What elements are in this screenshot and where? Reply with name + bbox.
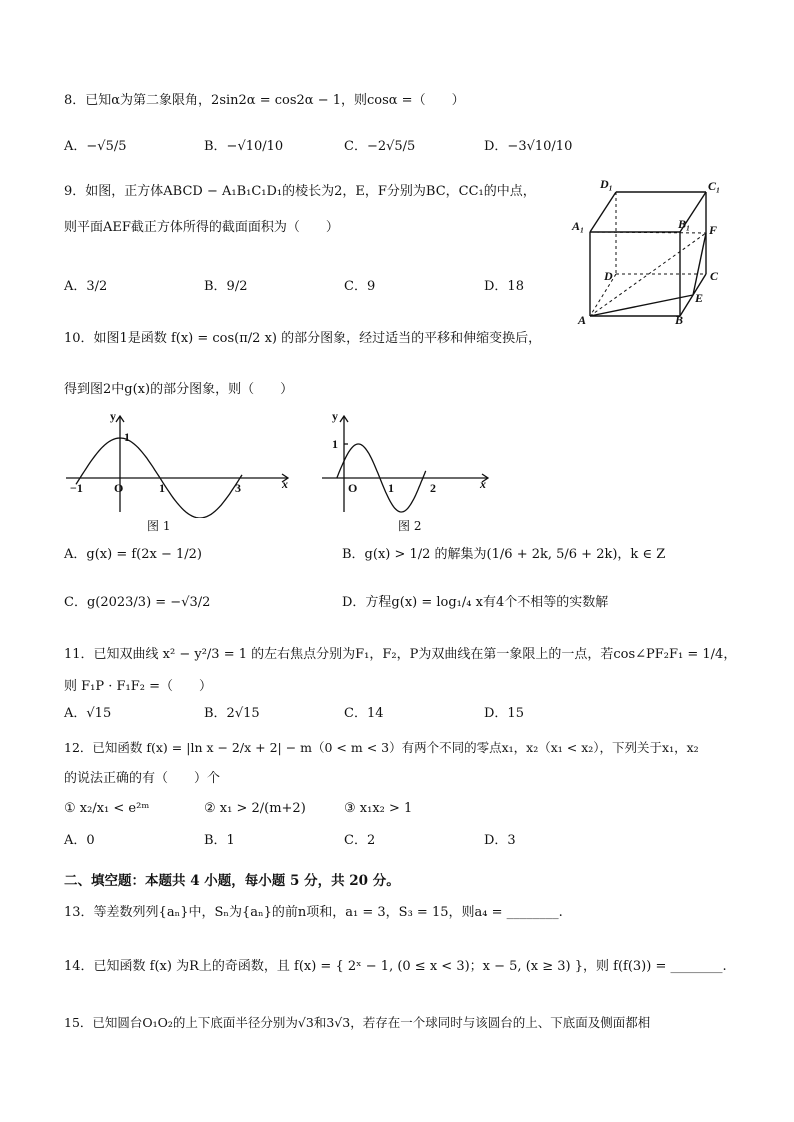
q9-stem-line1: 9．如图，正方体ABCD − A₁B₁C₁D₁的棱长为2，E，F分别为BC，CC₁的中点，	[64, 184, 536, 199]
q8-option-d: D．−3√10/10	[484, 139, 573, 154]
q12-stem-line1: 12．已知函数 f(x) = |ln x − 2/x + 2| − m（0 < m < 3）有两个不同的零点x₁，x₂（x₁ < x₂），下列关于x₁，x₂	[64, 740, 699, 755]
q8-option-b: B．−√10/10	[204, 139, 284, 154]
q10-option-d: D．方程g(x) = log₁/₄ x有4个不相等的实数解	[342, 595, 609, 610]
q15-stem: 15．已知圆台O₁O₂的上下底面半径分别为√3和3√3，若存在一个球同时与该圆台的上、下底面及侧面都相	[64, 1015, 651, 1030]
q11-option-a: A．√15	[64, 706, 112, 721]
cube-label-c: C	[710, 269, 719, 283]
q12-option-b: B．1	[204, 833, 235, 848]
q9-stem-line2: 则平面AEF截正方体所得的截面面积为（ ）	[64, 220, 339, 235]
q10-option-a: A．g(x) = f(2x − 1/2)	[64, 547, 202, 562]
fig2-tick-1: 1	[388, 481, 394, 495]
fig1-x-label: x	[282, 477, 288, 491]
cube-label-f: F	[709, 223, 718, 237]
q11-option-c: C．14	[344, 706, 384, 721]
section-2-title: 二、填空题：本题共 4 小题，每小题 5 分，共 20 分。	[64, 873, 400, 889]
figure-1-caption: 图 1	[147, 519, 171, 533]
q11-stem-line1: 11．已知双曲线 x² − y²/3 = 1 的左右焦点分别为F₁，F₂，P为双曲线在第一象限上的一点，若cos∠PF₂F₁ = 1/4，	[64, 647, 737, 662]
fig2-y-label: y	[332, 409, 338, 423]
fig2-x-label: x	[480, 477, 486, 491]
fig1-y-label: y	[110, 409, 116, 423]
q10-stem-line1: 10．如图1是函数 f(x) = cos(π/2 x) 的部分图象，经过适当的平移和伸缩变换后，	[64, 331, 542, 346]
figure-1-graph	[62, 408, 302, 518]
q8-stem: 8．已知α为第二象限角，2sin2α = cos2α − 1，则cosα =（ ）	[64, 93, 465, 108]
figure-2-caption: 图 2	[398, 519, 422, 533]
cube-label-a1: A₁	[572, 219, 585, 233]
cube-label-e: E	[695, 291, 704, 305]
fig1-tick-y1: 1	[124, 430, 130, 444]
q12-option-a: A．0	[64, 833, 95, 848]
q10-option-b: B．g(x) > 1/2 的解集为(1/6 + 2k, 5/6 + 2k)，k ∈ Z	[342, 547, 666, 562]
q9-option-b: B．9/2	[204, 279, 248, 294]
q14-stem: 14．已知函数 f(x) 为R上的奇函数，且 f(x) = { 2ˣ − 1, (0 ≤ x < 3)；x − 5, (x ≥ 3) }，则 f(f(3)) = ________.	[64, 959, 727, 974]
cube-label-c1: C₁	[708, 179, 721, 193]
cube-label-d1: D₁	[600, 177, 613, 191]
cube-label-b: B	[675, 313, 684, 326]
fig1-tick-neg1: −1	[70, 481, 83, 495]
cube-label-b1: B₁	[678, 217, 691, 231]
q11-option-d: D．15	[484, 706, 524, 721]
cube-figure	[570, 176, 730, 326]
q12-option-d: D．3	[484, 833, 516, 848]
fig2-tick-2: 2	[430, 481, 436, 495]
fig2-tick-y1: 1	[332, 437, 338, 451]
q11-option-b: B．2√15	[204, 706, 260, 721]
q12-stem-line2: 的说法正确的有（ ）个	[64, 771, 221, 786]
q10-stem-line2: 得到图2中g(x)的部分图象，则（ ）	[64, 382, 294, 397]
q8-option-c: C．−2√5/5	[344, 139, 416, 154]
cube-label-d: D	[604, 269, 613, 283]
figure-2-graph	[318, 408, 498, 518]
q9-option-a: A．3/2	[64, 279, 108, 294]
fig1-tick-3: 3	[235, 481, 241, 495]
q10-option-c: C．g(2023/3) = −√3/2	[64, 595, 211, 610]
q8-option-a: A．−√5/5	[64, 139, 127, 154]
q12-option-c: C．2	[344, 833, 376, 848]
q12-item-2: ② x₁ > 2/(m+2)	[204, 801, 306, 816]
cube-label-a: A	[578, 313, 587, 326]
q12-item-1: ① x₂/x₁ < e²ᵐ	[64, 801, 150, 816]
q11-stem-line2: 则 F₁P · F₁F₂ =（ ）	[64, 679, 212, 694]
q9-option-c: C．9	[344, 279, 376, 294]
q9-option-d: D．18	[484, 279, 524, 294]
q13-stem: 13．等差数列列{aₙ}中，Sₙ为{aₙ}的前n项和，a₁ = 3，S₃ = 15，则a₄ = ________.	[64, 905, 563, 920]
fig2-origin: O	[348, 481, 358, 495]
fig1-tick-1: 1	[159, 481, 165, 495]
fig1-origin: O	[114, 481, 124, 495]
q12-item-3: ③ x₁x₂ > 1	[344, 801, 413, 816]
